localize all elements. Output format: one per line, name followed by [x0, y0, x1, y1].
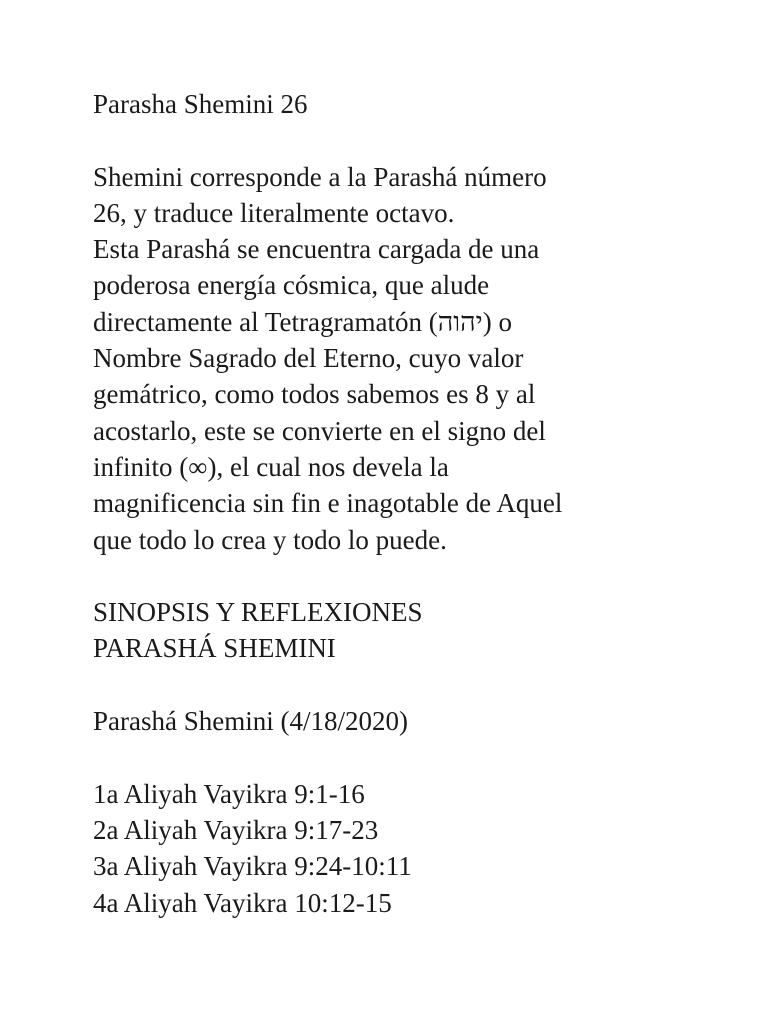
list-item: 2a Aliyah Vayikra 9:17-23	[93, 814, 379, 845]
intro-line: acostarlo, este se convierte en el signo del	[93, 415, 546, 446]
aliyot-list	[93, 776, 733, 921]
intro-line: poderosa energía cósmica, que alude	[93, 270, 490, 301]
blank-line	[93, 122, 733, 158]
intro-line: Shemini corresponde a la Parashá número	[93, 161, 547, 192]
intro-line: que todo lo crea y todo lo puede.	[93, 524, 447, 555]
intro-line: Esta Parashá se encuentra cargada de una	[93, 234, 540, 265]
document-title: Parasha Shemini 26	[93, 89, 308, 119]
intro-line: 26, y traduce literalmente octavo.	[93, 197, 455, 228]
list-item: 1a Aliyah Vayikra 9:1-16	[93, 778, 365, 809]
blank-line	[93, 558, 733, 594]
document-page	[93, 86, 733, 921]
intro-line: gemátrico, como todos sabemos es 8 y al	[93, 379, 536, 410]
intro-line: directamente al Tetragramatón (יהוה) o	[93, 306, 512, 337]
blank-line	[93, 739, 733, 775]
section-heading-line: PARASHÁ SHEMINI	[93, 633, 336, 664]
intro-line: infinito (∞), el cual nos devela la	[93, 451, 449, 482]
section-heading-line: SINOPSIS Y REFLEXIONES	[93, 597, 423, 628]
intro-paragraph	[93, 159, 733, 558]
list-item: 3a Aliyah Vayikra 9:24-10:11	[93, 851, 412, 882]
intro-line: Nombre Sagrado del Eterno, cuyo valor	[93, 343, 524, 374]
blank-line	[93, 667, 733, 703]
list-item: 4a Aliyah Vayikra 10:12-15	[93, 887, 392, 918]
intro-line: magnificencia sin fin e inagotable de Aquel	[93, 488, 563, 519]
date-line: Parashá Shemini (4/18/2020)	[93, 706, 408, 737]
section-heading	[93, 594, 733, 667]
